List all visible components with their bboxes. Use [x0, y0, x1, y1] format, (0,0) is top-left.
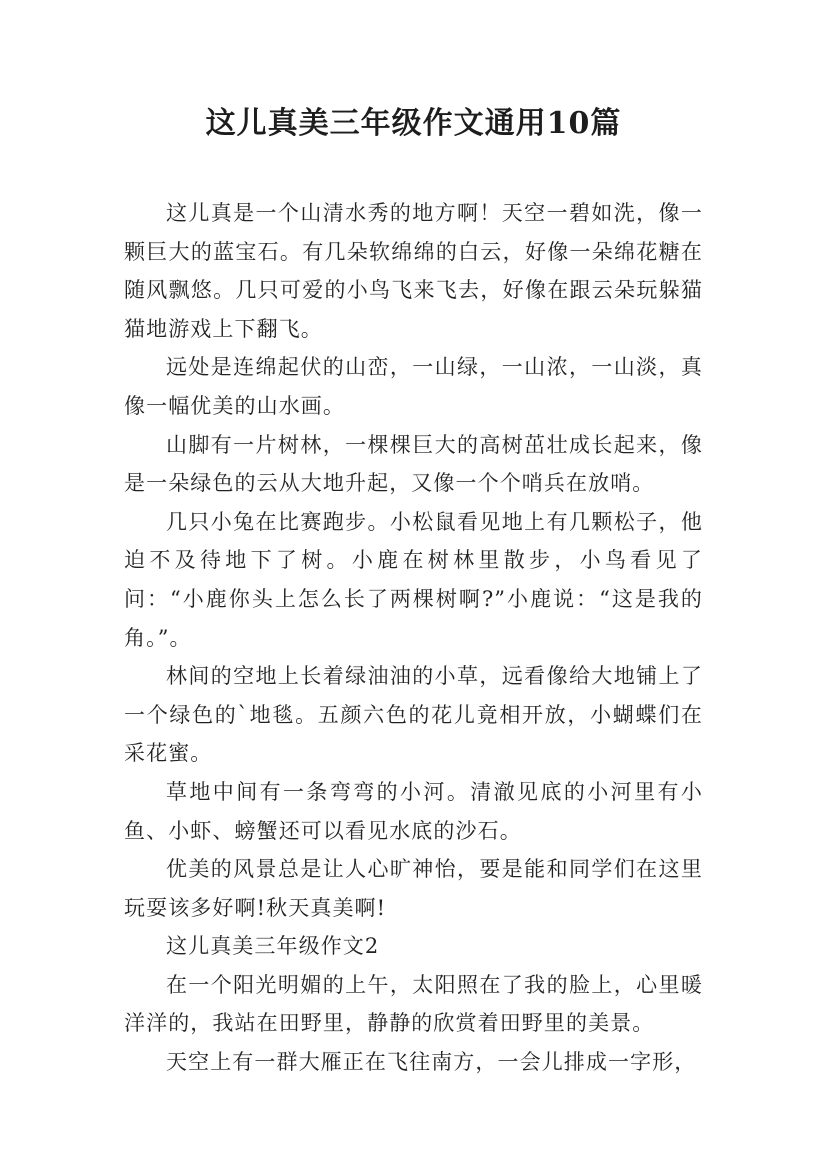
paragraph: 远处是连绵起伏的山峦，一山绿，一山浓，一山淡，真像一幅优美的山水画。 [124, 355, 703, 418]
paragraph: 林间的空地上长着绿油油的小草，远看像给大地铺上了一个绿色的`地毯。五颜六色的花儿竟相开放，小蝴蝶们在采花蜜。 [124, 664, 703, 766]
document-body [124, 194, 703, 1082]
paragraph: 几只小兔在比赛跑步。小松鼠看见地上有几颗松子，他迫不及待地下了树。小鹿在树林里散步，小鸟看见了问：“小鹿你头上怎么长了两棵树啊?”小鹿说：“这是我的角。”。 [124, 509, 703, 650]
paragraph: 优美的风景总是让人心旷神怡，要是能和同学们在这里玩耍该多好啊!秋天真美啊! [124, 857, 703, 920]
paragraph: 这儿真是一个山清水秀的地方啊！天空一碧如洗，像一颗巨大的蓝宝石。有几朵软绵绵的白云，好像一朵绵花糖在随风飘悠。几只可爱的小鸟飞来飞去，好像在跟云朵玩躲猫猫地游戏上下翻飞。 [124, 201, 703, 341]
paragraph: 山脚有一片树林，一棵棵巨大的高树茁壮成长起来，像是一朵绿色的云从大地升起，又像一个个哨兵在放哨。 [124, 432, 703, 496]
document-title: 这儿真美三年级作文通用10篇 [205, 106, 622, 141]
section-heading: 这儿真美三年级作文2 [166, 934, 380, 959]
paragraph: 天空上有一群大雁正在飞往南方，一会儿排成一字形， [166, 1050, 697, 1075]
paragraph: 草地中间有一条弯弯的小河。清澈见底的小河里有小鱼、小虾、螃蟹还可以看见水底的沙石。 [124, 779, 703, 843]
paragraph: 在一个阳光明媚的上午，太阳照在了我的脸上，心里暖洋洋的，我站在田野里，静静的欣赏着田野里的美景。 [124, 972, 703, 1036]
